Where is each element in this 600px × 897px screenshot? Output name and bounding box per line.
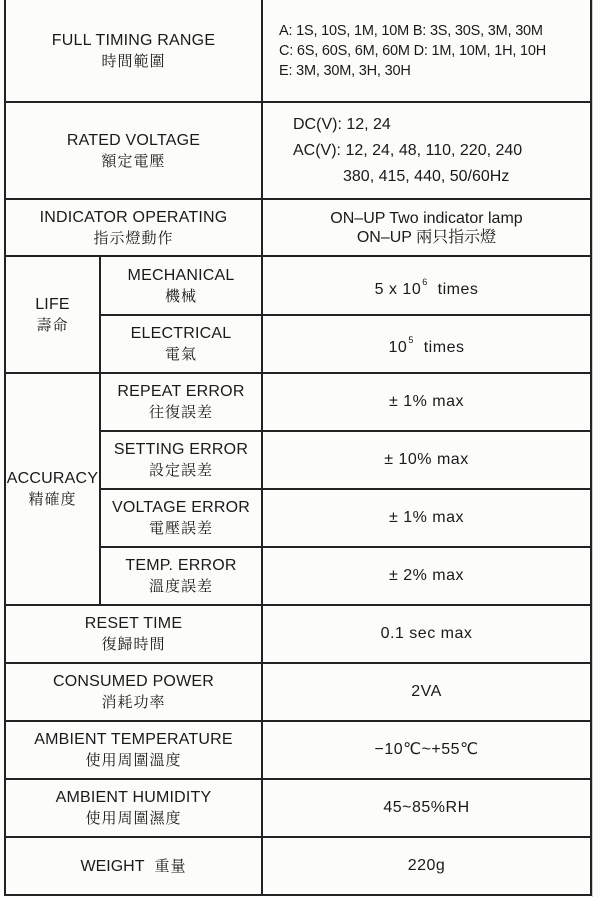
reset-time-value: 0.1 sec max: [262, 605, 591, 663]
accuracy-label-en: ACCURACY: [6, 470, 99, 487]
voltage-dc: DC(V): 12, 24: [293, 115, 391, 133]
electrical-exponent: 5: [408, 335, 414, 345]
voltage-error-label-en: VOLTAGE ERROR: [111, 499, 251, 516]
row-indicator: [5, 199, 591, 256]
life-label: [5, 256, 100, 373]
row-ambient-humidity: [5, 779, 591, 837]
consumed-power-label-zh: 消耗功率: [101, 693, 166, 711]
temp-error-label-zh: 溫度誤差: [148, 577, 213, 595]
weight-label-en: WEIGHT: [80, 857, 145, 875]
row-ambient-temperature: [5, 721, 591, 779]
ambient-humidity-label-en: AMBIENT HUMIDITY: [55, 789, 212, 806]
voltage-ac: AC(V): 12, 24, 48, 110, 220, 240: [293, 141, 523, 159]
row-timing-range: [5, 0, 591, 102]
repeat-error-value: ± 1% max: [262, 373, 591, 431]
consumed-power-label: [5, 663, 262, 721]
setting-error-label: [100, 431, 262, 489]
rated-voltage-label: [5, 102, 262, 199]
setting-error-value: ± 10% max: [262, 431, 591, 489]
ambient-temperature-label-zh: 使用周圍溫度: [85, 751, 182, 769]
temp-error-value: ± 2% max: [262, 547, 591, 605]
temp-error-label-en: TEMP. ERROR: [125, 557, 237, 574]
row-accuracy-repeat: [5, 373, 591, 431]
life-label-zh: 壽命: [36, 315, 69, 334]
row-consumed-power: [5, 663, 591, 721]
row-rated-voltage: [5, 102, 591, 199]
voltage-error-label-zh: 電壓誤差: [148, 519, 213, 537]
indicator-label-zh: 指示燈動作: [93, 228, 174, 247]
ambient-temperature-label: [5, 721, 262, 779]
electrical-base: 10: [388, 339, 408, 356]
accuracy-label: [5, 373, 100, 605]
weight-label: [5, 837, 262, 895]
repeat-error-label: [100, 373, 262, 431]
voltage-error-label: [100, 489, 262, 547]
mechanical-value: [262, 256, 591, 315]
life-label-en: LIFE: [35, 295, 70, 313]
rated-voltage-label-zh: 額定電壓: [101, 151, 166, 170]
row-life-mechanical: [5, 256, 591, 315]
timing-range-label-en: FULL TIMING RANGE: [51, 31, 216, 49]
repeat-error-label-en: REPEAT ERROR: [117, 383, 245, 400]
reset-time-label-en: RESET TIME: [84, 615, 183, 632]
indicator-value: [262, 199, 591, 256]
mechanical-label-zh: 機械: [164, 286, 197, 305]
repeat-error-label-zh: 往復誤差: [148, 403, 213, 421]
timing-range-line: C: 6S, 60S, 6M, 60M D: 1M, 10M, 1H, 10H: [279, 42, 546, 59]
timing-range-line: A: 1S, 10S, 1M, 10M B: 3S, 30S, 3M, 30M: [279, 22, 543, 39]
rated-voltage-label-en: RATED VOLTAGE: [66, 131, 201, 149]
timing-range-line: E: 3M, 30M, 3H, 30H: [279, 62, 411, 79]
mechanical-base: 5 x 10: [374, 280, 422, 298]
specification-table: [4, 0, 592, 896]
mechanical-label-en: MECHANICAL: [127, 266, 235, 284]
ambient-humidity-label-zh: 使用周圍濕度: [85, 809, 182, 827]
setting-error-label-en: SETTING ERROR: [113, 441, 249, 458]
electrical-label: [100, 315, 262, 373]
electrical-unit: times: [423, 339, 465, 356]
indicator-line-en: ON–UP Two indicator lamp: [330, 209, 523, 227]
row-weight: [5, 837, 591, 895]
ambient-temperature-label-en: AMBIENT TEMPERATURE: [34, 731, 233, 748]
ambient-humidity-label: [5, 779, 262, 837]
mechanical-unit: times: [437, 280, 479, 298]
reset-time-label: [5, 605, 262, 663]
mechanical-label: [100, 256, 262, 315]
reset-time-label-zh: 復歸時間: [101, 635, 166, 653]
indicator-label: [5, 199, 262, 256]
electrical-label-zh: 電氣: [164, 345, 197, 363]
consumed-power-value: 2VA: [262, 663, 591, 721]
ambient-temperature-value: −10℃~+55℃: [262, 721, 591, 779]
accuracy-label-zh: 精確度: [28, 490, 77, 508]
indicator-label-en: INDICATOR OPERATING: [39, 208, 228, 226]
indicator-line-zh: ON–UP 兩只指示燈: [356, 228, 497, 246]
mechanical-exponent: 6: [422, 276, 428, 287]
voltage-ac-continued: 380, 415, 440, 50/60Hz: [343, 167, 510, 185]
voltage-error-value: ± 1% max: [262, 489, 591, 547]
timing-range-value: [262, 0, 591, 102]
row-reset-time: [5, 605, 591, 663]
rated-voltage-value: [262, 102, 591, 199]
weight-value: 220g: [262, 837, 591, 895]
weight-label-zh: 重量: [154, 856, 187, 875]
temp-error-label: [100, 547, 262, 605]
timing-range-label-zh: 時間範圍: [101, 51, 166, 70]
ambient-humidity-value: 45~85%RH: [262, 779, 591, 837]
page-edge-line: [592, 0, 600, 897]
setting-error-label-zh: 設定誤差: [148, 461, 213, 479]
consumed-power-label-en: CONSUMED POWER: [52, 673, 215, 690]
timing-range-label: [5, 0, 262, 102]
electrical-label-en: ELECTRICAL: [130, 325, 232, 342]
electrical-value: [262, 315, 591, 373]
